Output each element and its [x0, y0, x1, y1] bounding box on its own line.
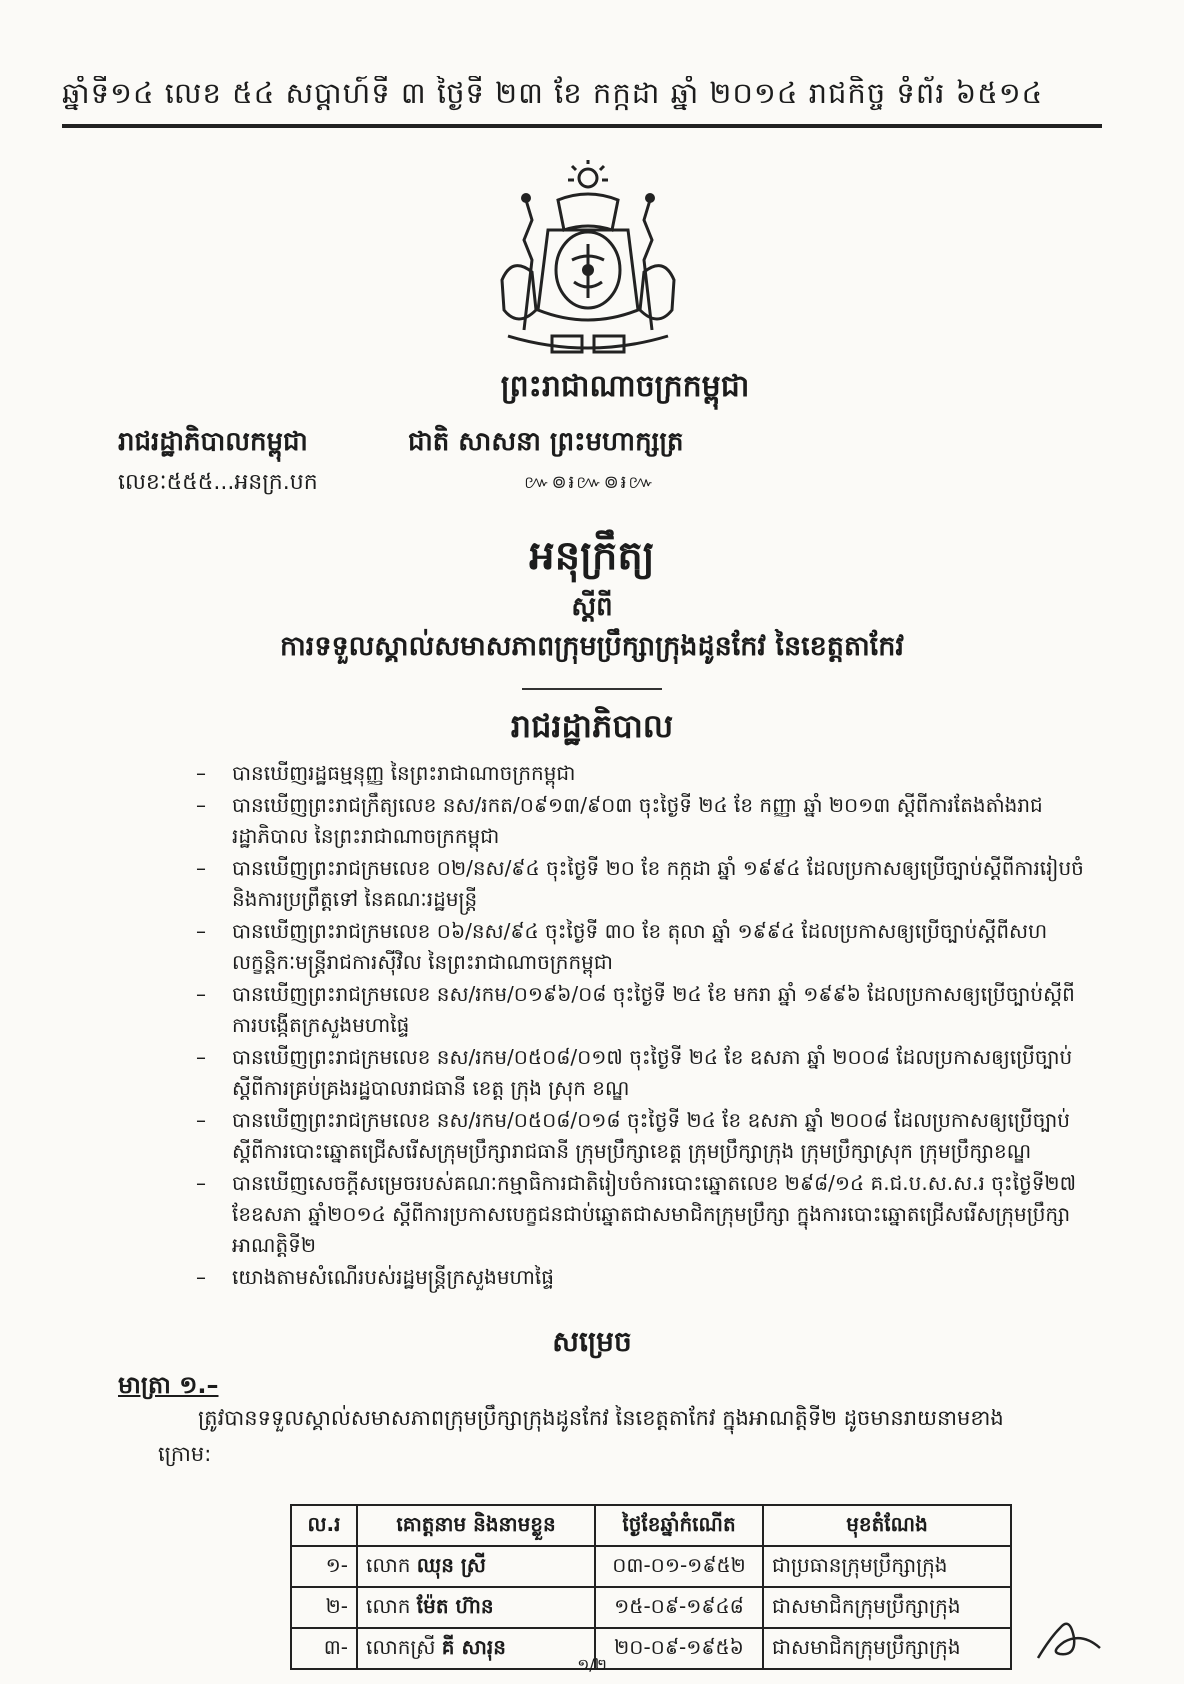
recital-item: – បានឃើញព្រះរាជក្រមលេខ នស/រកម/០១៩៦/០៨ ចុះថ្ងៃទី ២៤ ខែ មករា ឆ្នាំ ១៩៩៦ ដែលប្រកាសឲ្យប្រើច្បាប់ស្តីពីការបង្កើតក្រសួងមហាផ្ទៃ [196, 982, 1075, 1037]
row-no: ៣- [291, 1628, 357, 1669]
document-number: លេខៈ៥៥៥...អនក្រ.បក [118, 470, 318, 495]
header-dob: ថ្ងៃខែឆ្នាំកំណើត [595, 1505, 763, 1546]
recital-item: – បានឃើញព្រះរាជក្រមលេខ នស/រកម/០៥០៨/០១៨ ចុះថ្ងៃទី ២៤ ខែ ឧសភា ឆ្នាំ ២០០៨ ដែលប្រកាសឲ្យប្រើច្បាប់ស្តីពីការបោះឆ្នោតជ្រើសរើសក្រុមប្រឹក្សារាជធានី ក្រុមប្រឹក្សាខេត្ត ក្រុមប្រឹក្សាក្រុង ក្រុមប្រឹក្សាស្រុក ក្រុមប្រឹក្សាខណ្ឌ [196, 1108, 1070, 1163]
honorific: លោក [366, 1593, 411, 1618]
row-dob: ០៣-០១-១៩៥២ [595, 1546, 763, 1587]
recitals-list [196, 758, 1096, 1294]
recital-item: – បានឃើញព្រះរាជក្រមលេខ ០៦/នស/៩៤ ចុះថ្ងៃទី ៣០ ខែ តុលា ឆ្នាំ ១៩៩៤ ដែលប្រកាសឲ្យប្រើច្បាប់ស្តីពីសហលក្ខន្តិកៈមន្ត្រីរាជការស៊ីវិល នៃព្រះរាជាណាចក្រកម្ពុជា [196, 919, 1048, 974]
table-row [291, 1587, 1011, 1628]
honorific: លោក [366, 1552, 411, 1577]
honorific: លោកស្រី [366, 1634, 436, 1659]
row-no: ២- [291, 1587, 357, 1628]
subtitle-on: ស្តីពី [571, 592, 613, 622]
row-name [357, 1587, 595, 1628]
member-name: គី សារុន [441, 1634, 506, 1659]
member-name: ឈុន ស្រី [416, 1552, 486, 1577]
table-row [291, 1546, 1011, 1587]
row-name [357, 1546, 595, 1587]
member-name: ម៉ែត ហ៊ាន [416, 1593, 494, 1618]
recital-item: – បានឃើញព្រះរាជក្រមលេខ នស/រកម/០៥០៨/០១៧ ចុះថ្ងៃទី ២៤ ខែ ឧសភា ឆ្នាំ ២០០៨ ដែលប្រកាសឲ្យប្រើច្បាប់ស្តីពីការគ្រប់គ្រងរដ្ឋបាលរាជធានី ខេត្ត ក្រុង ស្រុក ខណ្ឌ [196, 1045, 1073, 1100]
document-subject: ការទទួលស្គាល់សមាសភាពក្រុមប្រឹក្សាក្រុងដូនកែវ នៃខេត្តតាកែវ [280, 631, 904, 662]
page-number: ១/២ [577, 1655, 607, 1674]
government-label: រាជរដ្ឋាភិបាលកម្ពុជា [118, 427, 308, 457]
national-motto: ជាតិ សាសនា ព្រះមហាក្សត្រ [408, 427, 684, 457]
row-role: ជាសមាជិកក្រុមប្រឹក្សាក្រុង [763, 1587, 1011, 1628]
row-role: ជាសមាជិកក្រុមប្រឹក្សាក្រុង [763, 1628, 1011, 1669]
gazette-header: ឆ្នាំទី១៤ លេខ ៥៤ សប្តាហ៍ទី ៣ ថ្ងៃទី ២៣ ខែ កក្កដា ឆ្នាំ ២០១៤ រាជកិច្ច ទំព័រ ៦៥១៤ [62, 76, 1044, 110]
header-name: គោត្តនាម និងនាមខ្លួន [357, 1505, 595, 1546]
recital-item: – បានឃើញព្រះរាជក្រឹត្យលេខ នស/រកត/០៩១៣/៩០៣ ចុះថ្ងៃទី ២៤ ខែ កញ្ញា ឆ្នាំ ២០១៣ ស្តីពីការតែងតាំងរាជរដ្ឋាភិបាល នៃព្រះរាជាណាចក្រកម្ពុជា [196, 793, 1043, 848]
document-title: អនុក្រឹត្យ [529, 533, 655, 579]
subject-divider [522, 688, 662, 690]
issuing-authority: រាជរដ្ឋាភិបាល [510, 707, 674, 745]
kingdom-heading: ព្រះរាជាណាចក្រកម្ពុជា [500, 369, 750, 404]
motto-ornament: ៚៙៛៚៙៛៚ [524, 472, 656, 493]
royal-emblem-icon [488, 160, 688, 370]
article-1-heading: មាត្រា ១.– [118, 1371, 219, 1399]
header-no: ល.រ [291, 1505, 357, 1546]
recital-item: – បានឃើញព្រះរាជក្រមលេខ ០២/នស/៩៤ ចុះថ្ងៃទី ២០ ខែ កក្កដា ឆ្នាំ ១៩៩៤ ដែលប្រកាសឲ្យប្រើច្បាប់ស្តីពីការរៀបចំ និងការប្រព្រឹត្តទៅ នៃគណៈរដ្ឋមន្ត្រី [196, 856, 1084, 911]
article-1-body: ត្រូវបានទទួលស្គាល់សមាសភាពក្រុមប្រឹក្សាក្រុងដូនកែវ នៃខេត្តតាកែវ ក្នុងអាណត្តិទី២ ដូចមានរាយនាមខាងក្រោម: [158, 1406, 1004, 1466]
row-dob: ១៥-០៩-១៩៤៨ [595, 1587, 763, 1628]
decides-heading: សម្រេច [552, 1325, 632, 1358]
council-members-table [290, 1504, 1012, 1670]
row-no: ១- [291, 1546, 357, 1587]
recital-item: – យោងតាមសំណើរបស់រដ្ឋមន្ត្រីក្រសួងមហាផ្ទៃ [196, 1265, 554, 1289]
recital-item: – បានឃើញរដ្ឋធម្មនុញ្ញ នៃព្រះរាជាណាចក្រកម្ពុជា [196, 761, 576, 785]
header-rule [62, 124, 1102, 128]
row-dob: ២០-០៩-១៩៥៦ [595, 1628, 763, 1669]
row-role: ជាប្រធានក្រុមប្រឹក្សាក្រុង [763, 1546, 1011, 1587]
table-header-row [291, 1505, 1011, 1546]
header-role: មុខតំណែង [763, 1505, 1011, 1546]
recital-item: – បានឃើញសេចក្តីសម្រេចរបស់គណៈកម្មាធិការជាតិរៀបចំការបោះឆ្នោតលេខ ២៩៨/១៤ គ.ជ.ប.ស.ស.រ ចុះថ្ងៃទី២៧ ខែឧសភា ឆ្នាំ២០១៤ ស្តីពីការប្រកាសបេក្ខជនជាប់ឆ្នោតជាសមាជិកក្រុមប្រឹក្សា ក្នុងការបោះឆ្នោតជ្រើសរើសក្រុមប្រឹក្សា អាណត្តិទី២ [196, 1171, 1076, 1257]
